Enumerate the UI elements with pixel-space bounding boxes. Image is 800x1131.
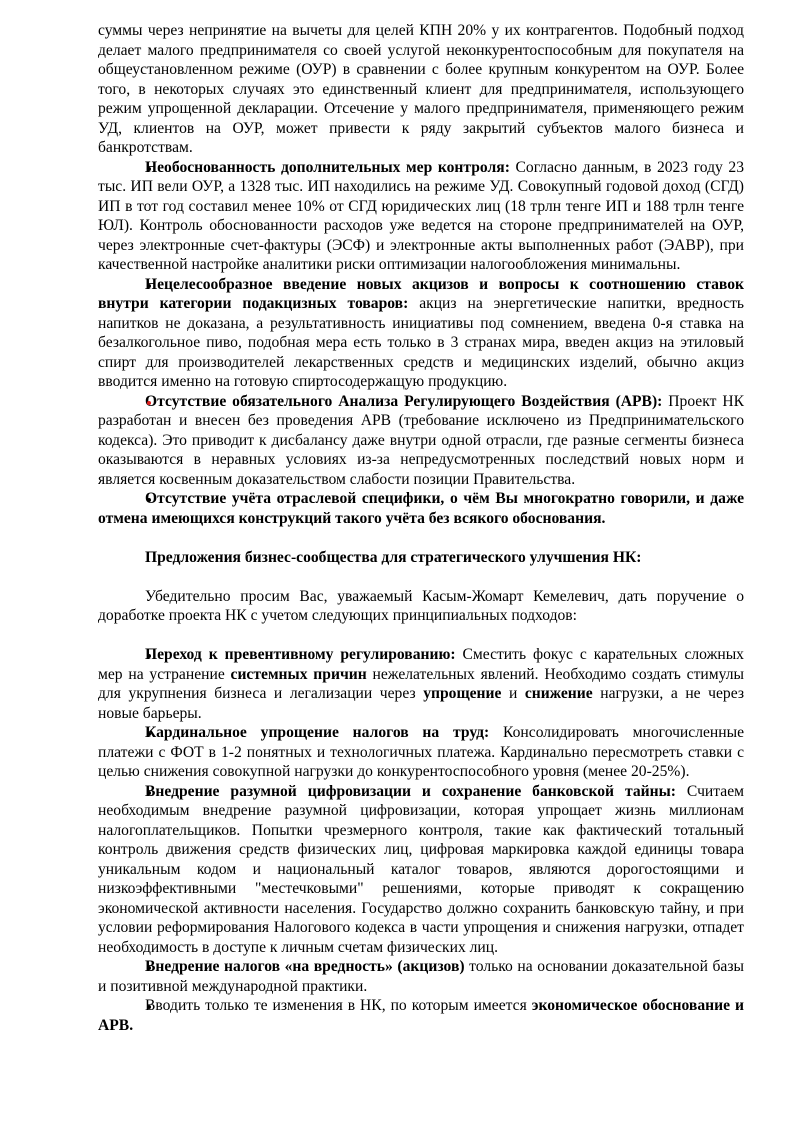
problem-item [98,158,744,275]
proposal-text: Вводить только те изменения в НК, по которым имеется [145,997,532,1014]
proposal-title: Переход к превентивному регулированию: [145,646,456,663]
problem-text: Проект НК разработан и внесен без проведения АРВ (требование исключено из Предпринимательского кодекса). Это приводит к дисбалансу даже внутри одной отрасли, где разные сегменты бизнеса оказываются в неравных условиях из-за непредусмотренных последствий новых норм и является косвенным доказательством слабости позиции Правительства. [98,392,744,488]
proposal-emphasis: системных причин [230,665,367,683]
problem-item [98,275,744,392]
proposal-emphasis: снижение [524,685,593,702]
problem-text: Согласно данным, в 2023 году 23 тыс. ИП вели ОУР, а 1328 тыс. ИП находились на режиме УД. Совокупный годовой доход (СГД) ИП в тот год составил менее 10% от СГД юридических лиц (18 трлн тенге ИП и 188 трлн тенге ЮЛ). Контроль обоснованности расходов уже ведется на стороне предпринимателей на ОУР, через электронные счет-фактуры (ЭСФ) и электронные акты выполненных работ (ЭАВР), при качественной настройке аналитики риски оптимизации налогообложения минимальны. [98,158,744,273]
proposal-emphasis: экономическое обоснование и АРВ [98,997,744,1034]
spacer [98,567,744,587]
document-page [98,21,744,1035]
problem-item [98,489,744,528]
proposal-title: Внедрение разумной цифровизации и сохранение банковской тайны: [145,782,676,800]
proposal-text: Консолидировать многочисленные платежи с ФОТ в 1-2 понятных и технологичных платежа. Кардинально пересмотреть ставки с целью снижения совокупной нагрузки до конкурентоспособного уровня (менее 20-25%). [98,724,744,780]
proposal-text: Считаем необходимым внедрение разумной цифровизации, которая упрощает жизнь миллионам налогоплательщиков. Попытки чрезмерного контроля, такие как фактический тотальный контроль движения средств физических лиц, цифровая маркировка каждой единицы товара уникальным кодом и национальный каталог товаров, являются дорогостоящими и низкоэффективными "местечковыми" решениями, которые приводят к сокращению экономической активности населения. Государство должно сохранить банковскую тайну, и при условии реформирования Налогового кодекса в части упрощения и снижения нагрузки, отпадет необходимость в доступе к личным счетам физических лиц. [98,782,744,956]
proposal-text: только на основании доказательной базы и позитивной международной практики. [98,958,744,995]
problem-title: Отсутствие учёта отраслевой специфики, о чём Вы многократно говорили, и даже отмена имеющихся конструкций такого учёта без всякого обоснования. [98,490,744,527]
proposal-item [98,996,744,1035]
problem-title: Нецелесообразное введение новых акцизов и вопросы к соотношению ставок внутри категории подакцизных товаров: [98,275,744,312]
proposal-title: Кардинальное упрощение налогов на труд: [145,724,490,741]
proposal-item [98,723,744,782]
proposal-tail: . [129,1016,134,1034]
proposals-heading: Предложения бизнес-сообщества для стратегического улучшения НК: [145,548,642,566]
proposal-text: нагрузки, а не через новые барьеры. [98,685,744,722]
proposal-title: Внедрение налогов «на вредность» (акцизов) [145,958,465,975]
proposal-emphasis: упрощение [423,685,502,702]
proposal-item [98,957,744,996]
proposal-item [98,782,744,958]
problem-title: Необоснованность дополнительных мер контроля: [145,158,510,176]
proposal-text: Сместить фокус с карательных сложных мер на устранение [98,646,744,683]
request-paragraph: Убедительно просим Вас, уважаемый Касым-Жомарт Кемелевич, дать поручение о доработке проекта НК с учетом следующих принципиальных подходов: [98,587,744,624]
intro-paragraph: суммы через непринятие на вычеты для целей КПН 20% у их контрагентов. Подобный подход делает малого предпринимателя со своей услугой неконкурентоспособным для покупателя на общеустановленном режиме (ОУР) в сравнении с более крупным конкурентом на ОУР. Более того, в некоторых случаях это единственный клиент для предпринимателя, использующего режим упрощенной декларации. Отсечение у малого предпринимателя, применяющего режим УД, клиентов на ОУР, может привести к ряду закрытий субъектов малого бизнеса и банкротствам. [98,22,744,156]
proposal-text: нежелательных явлений. Необходимо создать стимулы для укрупнения бизнеса и легализации через [98,665,745,702]
problem-text: акциз на энергетические напитки, вредность напитков не доказана, а результативность инициативы под сомнением, введена 0-я ставка на безалкогольное пиво, подобная мера есть только в 3 странах мира, введен акциз на этиловый спирт для производителей лекарственных средств и медицинских изделий, обычно акциз вводится именно на готовую спиртосодержащую продукцию. [98,295,745,390]
spacer [98,626,744,646]
proposal-item [98,645,744,723]
problem-item [98,392,744,490]
problem-title: Отсутствие обязательного Анализа Регулирующего Воздействия (АРВ): [145,392,663,410]
proposal-text: и [501,685,525,702]
